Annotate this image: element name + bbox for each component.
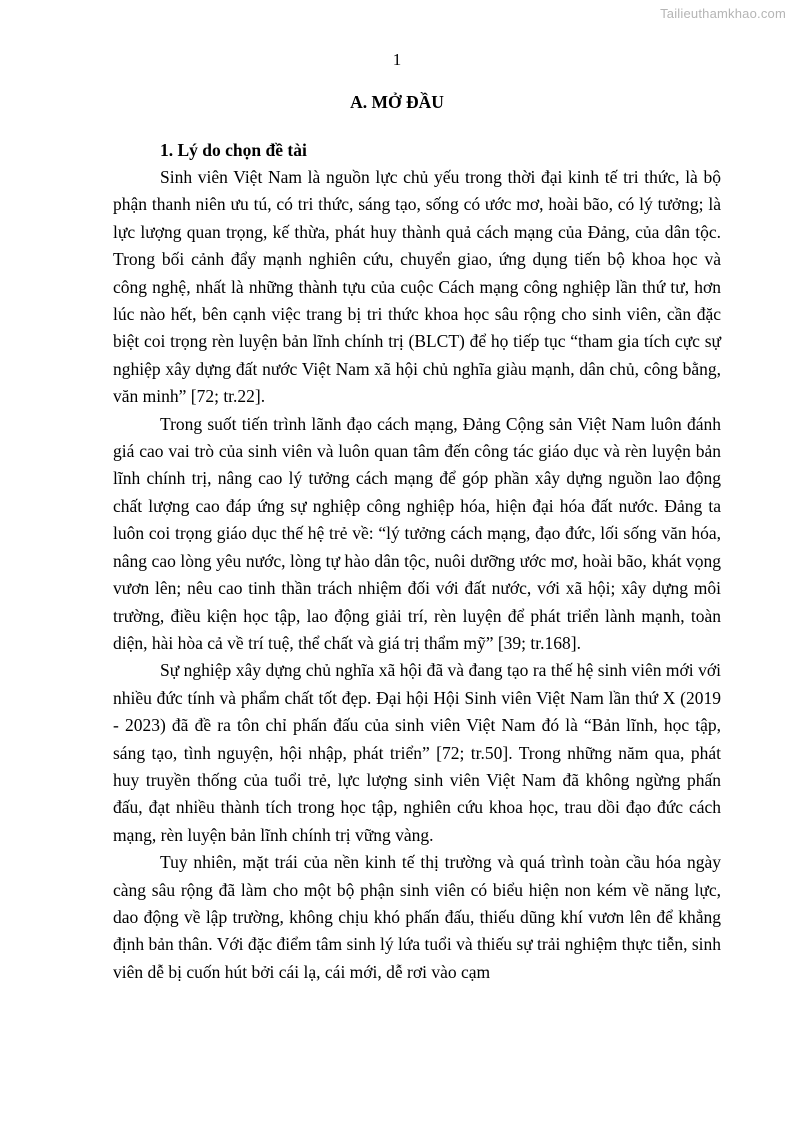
- chapter-title: A. MỞ ĐẦU: [350, 92, 444, 112]
- page-number: 1: [392, 50, 402, 69]
- body-paragraph: Sự nghiệp xây dựng chủ nghĩa xã hội đã và đang tạo ra thế hệ sinh viên mới với nhiều đức tính và phẩm chất tốt đẹp. Đại hội Hội Sinh viên Việt Nam lần thứ X (2019 - 2023) đã đề ra tôn chỉ phấn đấu của sinh viên Việt Nam đó là “Bản lĩnh, học tập, sáng tạo, tình nguyện, hội nhập, phát triển” [72; tr.50]. Trong những năm qua, phát huy truyền thống của tuổi trẻ, lực lượng sinh viên Việt Nam đã không ngừng phấn đấu, đạt nhiều thành tích trong học tập, nghiên cứu khoa học, trau dồi đạo đức cách mạng, rèn luyện bản lĩnh chính trị vững vàng.: [113, 660, 721, 845]
- body-paragraph: Tuy nhiên, mặt trái của nền kinh tế thị trường và quá trình toàn cầu hóa ngày càng sâu rộng đã làm cho một bộ phận sinh viên có biểu hiện non kém về năng lực, dao động về lập trường, không chịu khó phấn đấu, thiếu dũng khí vươn lên để khẳng định bản thân. Với đặc điểm tâm sinh lý lứa tuổi và thiếu sự trải nghiệm thực tiễn, sinh viên dễ bị cuốn hút bởi cái lạ, cái mới, dễ rơi vào cạm: [113, 852, 721, 982]
- watermark-text: Tailieuthamkhao.com: [660, 6, 786, 21]
- document-body: [113, 136, 721, 986]
- body-paragraph: Trong suốt tiến trình lãnh đạo cách mạng, Đảng Cộng sản Việt Nam luôn đánh giá cao vai trò của sinh viên và luôn quan tâm đến công tác giáo dục và rèn luyện bản lĩnh chính trị, nâng cao lý tưởng cách mạng để góp phần xây dựng nguồn lao động chất lượng cao đáp ứng sự nghiệp công nghiệp hóa, hiện đại hóa đất nước. Đảng ta luôn coi trọng giáo dục thế hệ trẻ về: “lý tưởng cách mạng, đạo đức, lối sống văn hóa, nâng cao lòng yêu nước, lòng tự hào dân tộc, nuôi dưỡng ước mơ, hoài bão, khát vọng vươn lên; nêu cao tinh thần trách nhiệm đối với đất nước, với xã hội; xây dựng môi trường, điều kiện học tập, lao động giải trí, rèn luyện để phát triển lành mạnh, toàn diện, hài hòa cả về trí tuệ, thể chất và giá trị thẩm mỹ” [39; tr.168].: [113, 413, 721, 653]
- body-paragraph: Sinh viên Việt Nam là nguồn lực chủ yếu trong thời đại kinh tế tri thức, là bộ phận thanh niên ưu tú, có tri thức, sáng tạo, sống có ước mơ, hoài bão, có lý tưởng; là lực lượng quan trọng, kế thừa, phát huy thành quả cách mạng của Đảng, của dân tộc. Trong bối cảnh đẩy mạnh nghiên cứu, chuyển giao, ứng dụng tiến bộ khoa học và công nghệ, nhất là những thành tựu của cuộc Cách mạng công nghiệp lần thứ tư, hơn lúc nào hết, bên cạnh việc trang bị tri thức khoa học sâu rộng cho sinh viên, cần đặc biệt coi trọng rèn luyện bản lĩnh chính trị (BLCT) để họ tiếp tục “tham gia tích cực sự nghiệp xây dựng đất nước Việt Nam xã hội chủ nghĩa giàu mạnh, dân chủ, công bằng, văn minh” [72; tr.22].: [113, 167, 721, 407]
- section-heading: 1. Lý do chọn đề tài: [160, 140, 307, 160]
